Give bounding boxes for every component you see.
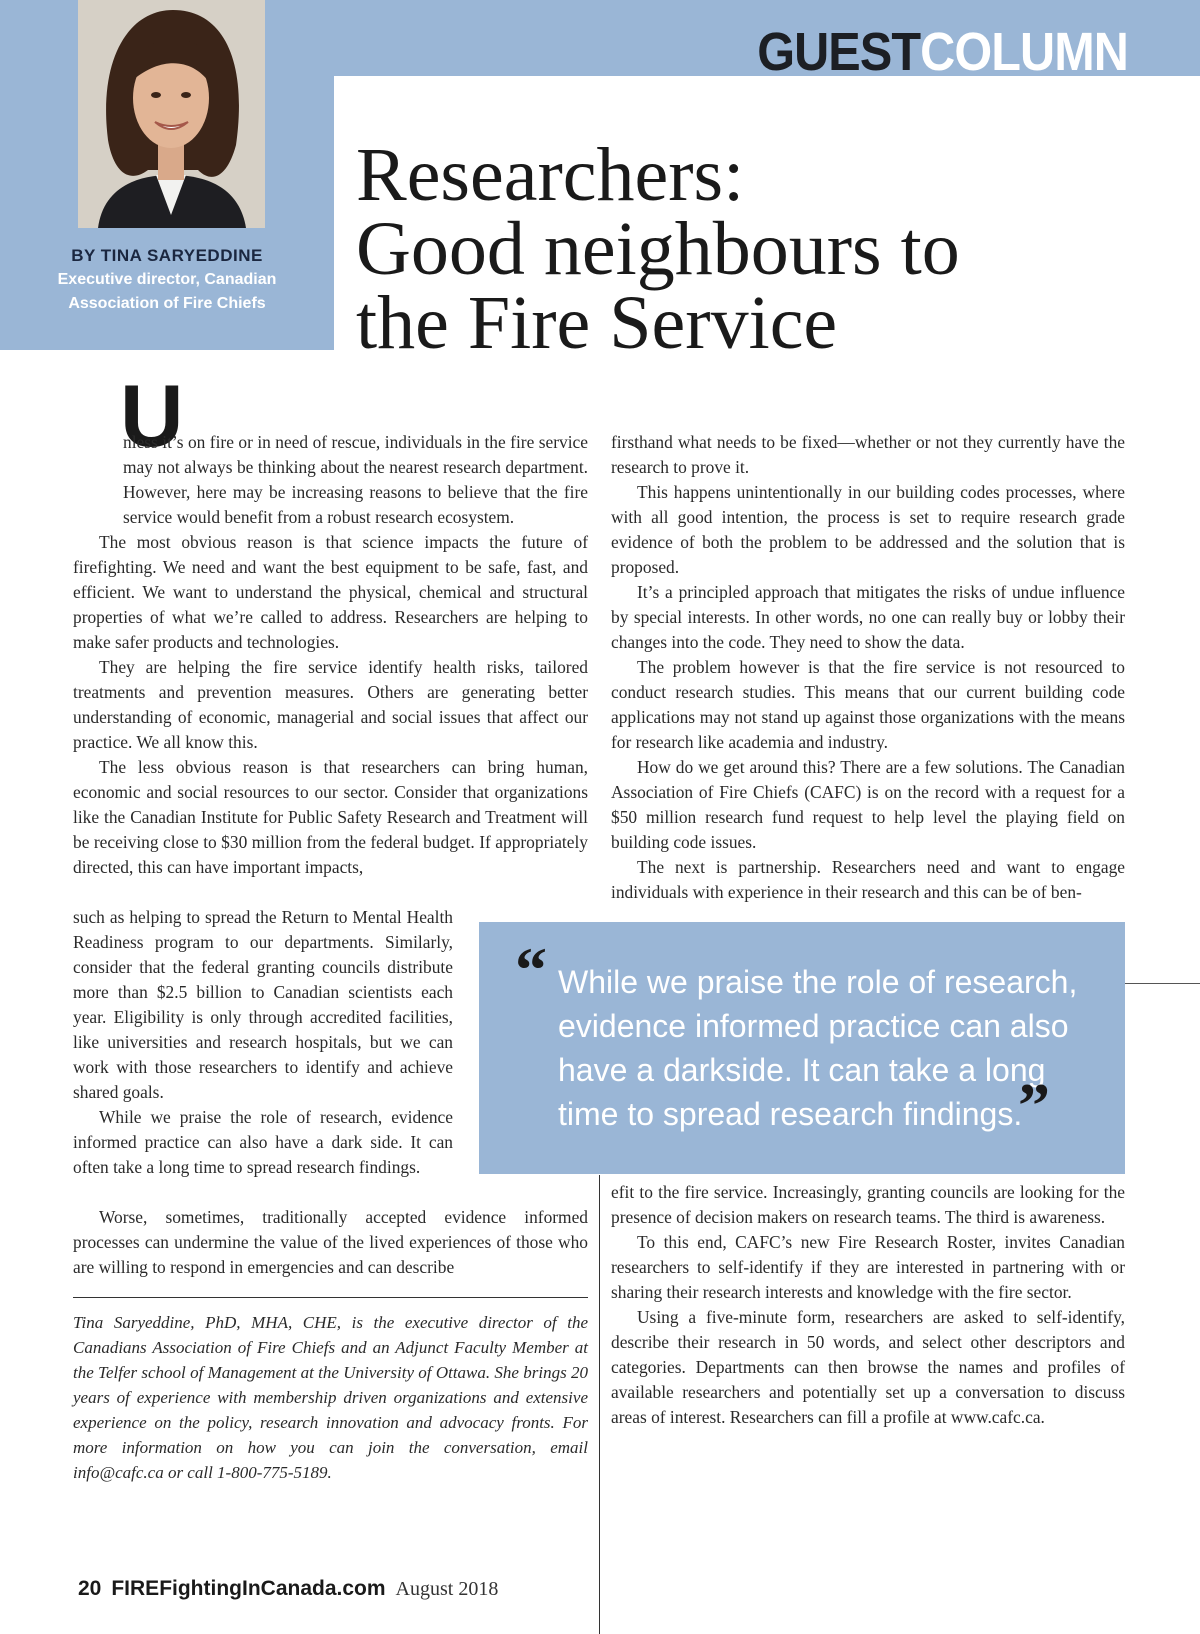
paragraph: This happens unintentionally in our building codes processes, where with all good intention, the process is set to require research grade evidence of both the problem to be addressed and the solution that is proposed. (611, 482, 1125, 577)
section-title-guest: GUEST (757, 22, 921, 82)
author-photo (78, 0, 265, 228)
article-column-right-top (611, 430, 1125, 905)
pull-quote-rule (1125, 983, 1200, 984)
bio-divider (73, 1297, 588, 1298)
paragraph: While we praise the role of research, evidence informed practice can also have a dark side. It can often take a long time to spread research findings. (73, 1107, 453, 1177)
paragraph: Using a five-minute form, researchers are asked to self-identify, describe their research in 50 words, and select other descriptors and categories. Departments can then browse the names and profiles of available researchers and potentially set up a conversation to discuss areas of interest. Researchers can fill a profile at www.cafc.ca. (611, 1307, 1125, 1427)
page-footer (78, 1577, 498, 1601)
paragraph: They are helping the fire service identify health risks, tailored treatments and prevention measures. Others are generating better understanding of economic, managerial and social issues that affect our practice. We all know this. (73, 657, 588, 752)
paragraph: efit to the fire service. Increasingly, granting councils are looking for the presence of decision makers on research teams. The third is awareness. (611, 1182, 1125, 1227)
paragraph: such as helping to spread the Return to Mental Health Readiness program to our departments. Similarly, consider that the federal granting councils distribute more than $2.5 billion to Canadian scientists each year. Eligibility is only through accredited facilities, like universities and research hospitals, but we can work with those researchers to identify and achieve shared goals. (73, 907, 453, 1102)
close-quote-icon: ” (1018, 1070, 1050, 1141)
section-title-column: COLUMN (920, 22, 1128, 82)
article-column-left-top (73, 430, 588, 880)
author-role-line-1: Executive director, Canadian (57, 271, 277, 288)
article-column-right-bottom (611, 1180, 1125, 1430)
paragraph: The less obvious reason is that researchers can bring human, economic and social resources to our sector. Consider that organizations like the Canadian Institute for Public Safety Research and Treatment will be receiving close to $30 million from the federal budget. If appropriately directed, this can have important impacts, (73, 757, 588, 877)
headline-line-1: Researchers: (356, 133, 745, 217)
author-role-line-2: Association of Fire Chiefs (68, 295, 266, 312)
headline-line-2: Good neighbours to (356, 207, 960, 291)
footer-site: FIREFightingInCanada.com (111, 1577, 386, 1600)
byline (40, 244, 294, 316)
paragraph: firsthand what needs to be fixed—whether or not they currently have the research to prove it. (611, 432, 1125, 477)
paragraph: To this end, CAFC’s new Fire Research Roster, invites Canadian researchers to self-identify if they are interested in partnering with or sharing their research interests and knowledge with the fire sector. (611, 1232, 1125, 1302)
author-portrait-image (78, 0, 265, 228)
paragraph: It’s a principled approach that mitigates the risks of undue influence by special interests. In other words, no one can really buy or lobby their changes into the code. They need to show the data. (611, 582, 1125, 652)
column-divider (599, 1175, 600, 1634)
paragraph: The problem however is that the fire service is not resourced to conduct research studies. This means that our current building code applications may not stand up against those organizations with the means for research like academia and industry. (611, 657, 1125, 752)
headline-line-3: the Fire Service (356, 281, 838, 365)
article-column-left-narrow (73, 905, 453, 1180)
page-number: 20 (78, 1577, 102, 1600)
footer-date: August 2018 (395, 1578, 499, 1600)
section-title (757, 22, 1128, 82)
article-column-left-bottom (73, 1205, 588, 1280)
drop-cap: U (120, 366, 184, 465)
article-headline (356, 133, 1176, 365)
author-bio: Tina Saryeddine, PhD, MHA, CHE, is the executive director of the Canadians Association of Fire Chiefs and an Adjunct Faculty Member at the Telfer school of Management at the University of Ottawa. She brings 20 years of experience with membership driven organizations and extensive experience on the policy, research innovation and advocacy fronts. For more information on how you can join the conversation, email info@cafc.ca or call 1-800-775-5189. (73, 1313, 588, 1482)
author-name: BY TINA SARYEDDINE (71, 246, 263, 265)
paragraph: The most obvious reason is that science impacts the future of firefighting. We need and want the best equipment to be safe, fast, and efficient. We want to understand the physical, chemical and structural properties of what we’re called to address. Researchers are helping to make safer products and technologies. (73, 532, 588, 652)
open-quote-icon: “ (515, 934, 547, 1005)
pull-quote-text: While we praise the role of research, evidence informed practice can also have a darkside. It can take a long time to spread research findings. (558, 964, 1078, 1132)
paragraph: The next is partnership. Researchers need and want to engage individuals with experience in their research and this can be of ben- (611, 857, 1125, 902)
paragraph: Worse, sometimes, traditionally accepted evidence informed processes can undermine the value of the lived experiences of those who are willing to respond in emergencies and can describe (73, 1207, 588, 1277)
paragraph: nless it’s on fire or in need of rescue, individuals in the fire service may not always be thinking about the nearest research department. However, here may be increasing reasons to believe that the fire service would benefit from a robust research ecosystem. (123, 432, 588, 527)
paragraph: How do we get around this? There are a few solutions. The Canadian Association of Fire Chiefs (CAFC) is on the record with a request for a $50 million research fund request to help level the playing field on building code issues. (611, 757, 1125, 852)
